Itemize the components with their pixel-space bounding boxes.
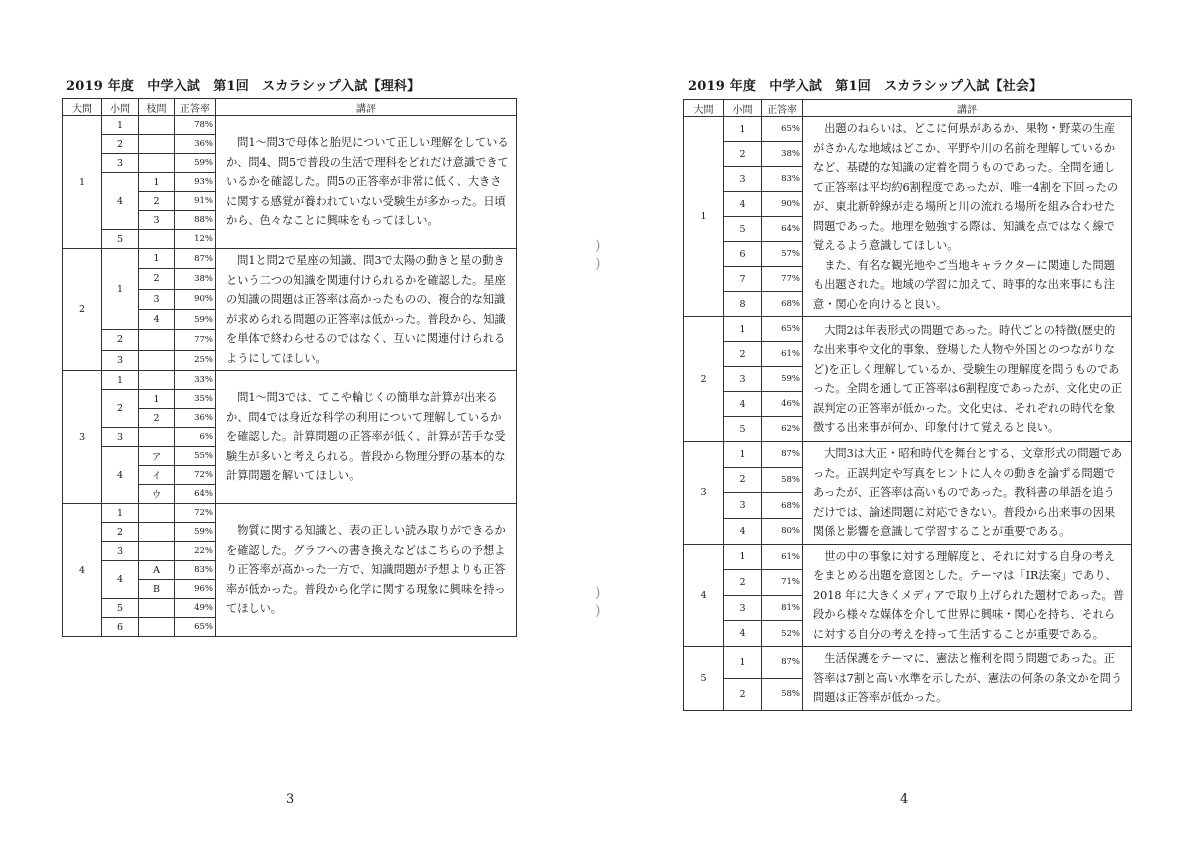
rate-cell: 38%: [762, 142, 803, 167]
page-number: 3: [286, 792, 295, 807]
rate-cell: 90%: [175, 289, 216, 309]
shomon-cell: 1: [724, 647, 762, 679]
shomon-cell: 2: [102, 390, 139, 428]
rate-cell: 68%: [762, 292, 803, 317]
rate-cell: 71%: [762, 570, 803, 596]
shomon-cell: 4: [724, 392, 762, 417]
daimon-cell: 2: [684, 317, 724, 442]
rate-cell: 68%: [762, 493, 803, 519]
edamon-cell: 4: [139, 309, 175, 329]
comment-cell: [216, 504, 517, 637]
shomon-cell: 3: [102, 542, 139, 561]
shomon-cell: 1: [102, 371, 139, 390]
rate-cell: 58%: [762, 467, 803, 493]
table-header-row: [684, 100, 1132, 117]
rate-cell: 77%: [175, 330, 216, 350]
shomon-cell: 1: [102, 249, 139, 330]
rate-cell: 83%: [762, 167, 803, 192]
rate-cell: 72%: [175, 466, 216, 485]
edamon-cell: 2: [139, 269, 175, 289]
rate-cell: 65%: [762, 117, 803, 142]
comment-paragraph: また、有名な観光地やご当地キャラクターに関連した問題も出題された。地域の学習に加えて、時事的な出来事にも注意・関心を向けると良い。: [813, 258, 1115, 311]
rate-cell: 93%: [175, 173, 216, 192]
rate-cell: 88%: [175, 211, 216, 230]
shomon-cell: 3: [102, 154, 139, 173]
shomon-cell: 5: [724, 217, 762, 242]
rate-cell: 33%: [175, 371, 216, 390]
edamon-cell: [139, 330, 175, 350]
shomon-cell: 2: [102, 523, 139, 542]
shomon-cell: 5: [102, 230, 139, 249]
shomon-cell: 1: [102, 504, 139, 523]
rate-cell: 6%: [175, 428, 216, 447]
edamon-cell: ア: [139, 447, 175, 466]
rate-cell: 59%: [175, 523, 216, 542]
edamon-cell: A: [139, 561, 175, 580]
edamon-cell: [139, 371, 175, 390]
table-row: [684, 544, 1132, 570]
social-title: 2019 年度 中学入試 第1回 スカラシップ入試【社会】: [688, 79, 1043, 94]
rate-cell: 49%: [175, 599, 216, 618]
rate-cell: 81%: [762, 595, 803, 621]
daimon-cell: 4: [63, 504, 102, 637]
comment-cell: [803, 117, 1132, 317]
comment-paragraph: 大問2は年表形式の問題であった。時代ごとの特徴(歴史的な出来事や文化的事象、登場した人物や外国とのつながりなど)を正しく理解しているか、受験生の理解度を問うものであった。全問を通して正答率は6割程度であったが、文化史の正誤判定の正答率が低かった。文化史は、それぞれの時代を象徴する出来事が何か、印象付けて覚えると良い。: [813, 323, 1123, 434]
rate-cell: 52%: [762, 621, 803, 647]
header-edamon: 枝問: [139, 99, 175, 116]
shomon-cell: 3: [724, 493, 762, 519]
edamon-cell: 1: [139, 173, 175, 192]
rate-cell: 58%: [762, 678, 803, 710]
rate-cell: 65%: [762, 317, 803, 342]
daimon-cell: 2: [63, 249, 102, 371]
header-daimon: 大問: [684, 100, 724, 117]
science-title: 2019 年度 中学入試 第1回 スカラシップ入試【理科】: [66, 79, 421, 94]
rate-cell: 35%: [175, 390, 216, 409]
shomon-cell: 1: [724, 117, 762, 142]
shomon-cell: 3: [724, 167, 762, 192]
binding-mark: ): [595, 238, 601, 254]
rate-cell: 25%: [175, 350, 216, 370]
header-comment: 講評: [803, 100, 1132, 117]
rate-cell: 87%: [175, 249, 216, 269]
shomon-cell: 2: [724, 142, 762, 167]
binding-mark: ): [595, 585, 601, 601]
shomon-cell: 4: [724, 518, 762, 544]
shomon-cell: 2: [724, 570, 762, 596]
shomon-cell: 7: [724, 267, 762, 292]
comment-paragraph: 問1～問3で母体と胎児について正しい理解をしているか、問4、問5で普段の生活で理科をどれだけ意識できているかを確認した。問5の正答率が非常に低く、大きさに関する感覚が養われていない受験生が多かった。日頃から、色々なことに興味をもってほしい。: [226, 136, 509, 228]
shomon-cell: 4: [102, 447, 139, 504]
shomon-cell: 6: [724, 242, 762, 267]
rate-cell: 80%: [762, 518, 803, 544]
edamon-cell: ウ: [139, 485, 175, 504]
daimon-cell: 4: [684, 544, 724, 647]
rate-cell: 46%: [762, 392, 803, 417]
shomon-cell: 3: [724, 595, 762, 621]
edamon-cell: [139, 350, 175, 370]
rate-cell: 22%: [175, 542, 216, 561]
rate-cell: 78%: [175, 116, 216, 135]
rate-cell: 61%: [762, 544, 803, 570]
comment-paragraph: 出題のねらいは、どこに何県があるか、果物・野菜の生産がさかんな地域はどこか、平野や川の名前を理解しているかなど、基礎的な知識の定着を問うものであった。全問を通して正答率は平均約6割程度であったが、唯一4割を下回ったのが、東北新幹線が走る場所と川の流れる場所を組み合わせた問題であった。地理を勉強する際は、知識を点ではなく線で覚えるよう意識してほしい。: [813, 122, 1119, 252]
edamon-cell: [139, 116, 175, 135]
header-rate: 正答率: [175, 99, 216, 116]
daimon-cell: 3: [684, 442, 724, 545]
edamon-cell: [139, 618, 175, 637]
comment-cell: [803, 317, 1132, 442]
edamon-cell: [139, 230, 175, 249]
rate-cell: 57%: [762, 242, 803, 267]
shomon-cell: 2: [102, 135, 139, 154]
daimon-cell: 5: [684, 647, 724, 711]
shomon-cell: 6: [102, 618, 139, 637]
page-number: 4: [900, 792, 909, 807]
edamon-cell: 3: [139, 211, 175, 230]
edamon-cell: [139, 135, 175, 154]
edamon-cell: [139, 542, 175, 561]
table-row: [63, 504, 517, 523]
binding-mark: ): [595, 603, 601, 619]
table-row: [63, 371, 517, 390]
shomon-cell: 4: [724, 192, 762, 217]
header-shomon: 小問: [724, 100, 762, 117]
rate-cell: 55%: [175, 447, 216, 466]
shomon-cell: 1: [724, 544, 762, 570]
shomon-cell: 4: [102, 173, 139, 230]
rate-cell: 77%: [762, 267, 803, 292]
shomon-cell: 4: [724, 621, 762, 647]
comment-paragraph: 問1～問3では、てこや輪じくの簡単な計算が出来るか、問4では身近な科学の利用について理解しているかを確認した。計算問題の正答率が低く、計算が苦手な受験生が多いと考えられる。普段から物理分野の基本的な計算問題を解いてほしい。: [226, 391, 506, 483]
rate-cell: 96%: [175, 580, 216, 599]
rate-cell: 91%: [175, 192, 216, 211]
comment-paragraph: 問1と問2で星座の知識、問3で太陽の動きと星の動きという二つの知識を関連付けられるかを確認した。星座の知識の問題は正答率は高かったものの、複合的な知識が求められる問題の正答率は低かった。普段から、知識を単体で終わらせるのではなく、互いに関連付けられるようにしてほしい。: [226, 254, 506, 365]
rate-cell: 64%: [175, 485, 216, 504]
edamon-cell: 3: [139, 289, 175, 309]
shomon-cell: 3: [102, 428, 139, 447]
header-comment: 講評: [216, 99, 517, 116]
edamon-cell: [139, 599, 175, 618]
daimon-cell: 1: [684, 117, 724, 317]
shomon-cell: 5: [724, 417, 762, 442]
comment-paragraph: 物質に関する知識と、表の正しい読み取りができるかを確認した。グラフへの書き換えなどはこちらの予想より正答率が高かった一方で、知識問題が予想よりも正答率が低かった。普段から化学に関する現象に興味を持ってほしい。: [226, 524, 506, 616]
shomon-cell: 4: [102, 561, 139, 599]
daimon-cell: 1: [63, 116, 102, 249]
edamon-cell: 2: [139, 192, 175, 211]
comment-cell: [803, 647, 1132, 711]
edamon-cell: イ: [139, 466, 175, 485]
shomon-cell: 2: [724, 342, 762, 367]
rate-cell: 65%: [175, 618, 216, 637]
header-daimon: 大問: [63, 99, 102, 116]
table-row: [684, 442, 1132, 468]
rate-cell: 62%: [762, 417, 803, 442]
header-shomon: 小問: [102, 99, 139, 116]
comment-cell: [216, 249, 517, 371]
shomon-cell: 3: [102, 350, 139, 370]
rate-cell: 36%: [175, 409, 216, 428]
edamon-cell: 1: [139, 249, 175, 269]
rate-cell: 36%: [175, 135, 216, 154]
table-row: [684, 117, 1132, 142]
daimon-cell: 3: [63, 371, 102, 504]
shomon-cell: 1: [724, 317, 762, 342]
comment-cell: [803, 544, 1132, 647]
edamon-cell: 1: [139, 390, 175, 409]
shomon-cell: 1: [102, 116, 139, 135]
table-row: [63, 116, 517, 135]
rate-cell: 83%: [175, 561, 216, 580]
shomon-cell: 5: [102, 599, 139, 618]
shomon-cell: 1: [724, 442, 762, 468]
rate-cell: 59%: [175, 309, 216, 329]
edamon-cell: 2: [139, 409, 175, 428]
social-results-table: [683, 99, 1132, 711]
table-row: [684, 647, 1132, 679]
shomon-cell: 2: [724, 678, 762, 710]
edamon-cell: [139, 428, 175, 447]
comment-paragraph: 世の中の事象に対する理解度と、それに対する自身の考えをまとめる出題を意図とした。テーマは「IR法案」であり、2018 年に大きくメディアで取り上げられた題材であった。普段から様々な媒体を介して世界に興味・関心を持ち、それらに対する自分の考えを持って生活することが重要である。: [813, 549, 1125, 641]
edamon-cell: [139, 154, 175, 173]
rate-cell: 59%: [175, 154, 216, 173]
science-results-table: [62, 98, 517, 637]
edamon-cell: [139, 523, 175, 542]
rate-cell: 90%: [762, 192, 803, 217]
shomon-cell: 2: [102, 330, 139, 350]
rate-cell: 87%: [762, 647, 803, 679]
shomon-cell: 8: [724, 292, 762, 317]
rate-cell: 59%: [762, 367, 803, 392]
comment-paragraph: 生活保護をテーマに、憲法と権利を問う問題であった。正答率は7割と高い水準を示したが、憲法の何条の条文かを問う問題は正答率が低かった。: [813, 652, 1123, 704]
comment-cell: [216, 371, 517, 504]
table-row: [63, 249, 517, 269]
comment-paragraph: 大問3は大正・昭和時代を舞台とする、文章形式の問題であった。正誤判定や写真をヒントに人々の動きを論ずる問題であったが、正答率は高いものであった。教科書の単語を追うだけでは、論述問題に対応できない。普段から出来事の因果関係と影響を意識して学習することが重要である。: [813, 447, 1123, 538]
comment-cell: [216, 116, 517, 249]
edamon-cell: [139, 504, 175, 523]
shomon-cell: 2: [724, 467, 762, 493]
rate-cell: 61%: [762, 342, 803, 367]
rate-cell: 38%: [175, 269, 216, 289]
rate-cell: 72%: [175, 504, 216, 523]
table-row: [684, 317, 1132, 342]
table-header-row: [63, 99, 517, 116]
rate-cell: 87%: [762, 442, 803, 468]
rate-cell: 64%: [762, 217, 803, 242]
edamon-cell: B: [139, 580, 175, 599]
binding-mark: ): [595, 256, 601, 272]
rate-cell: 12%: [175, 230, 216, 249]
shomon-cell: 3: [724, 367, 762, 392]
header-rate: 正答率: [762, 100, 803, 117]
comment-cell: [803, 442, 1132, 545]
